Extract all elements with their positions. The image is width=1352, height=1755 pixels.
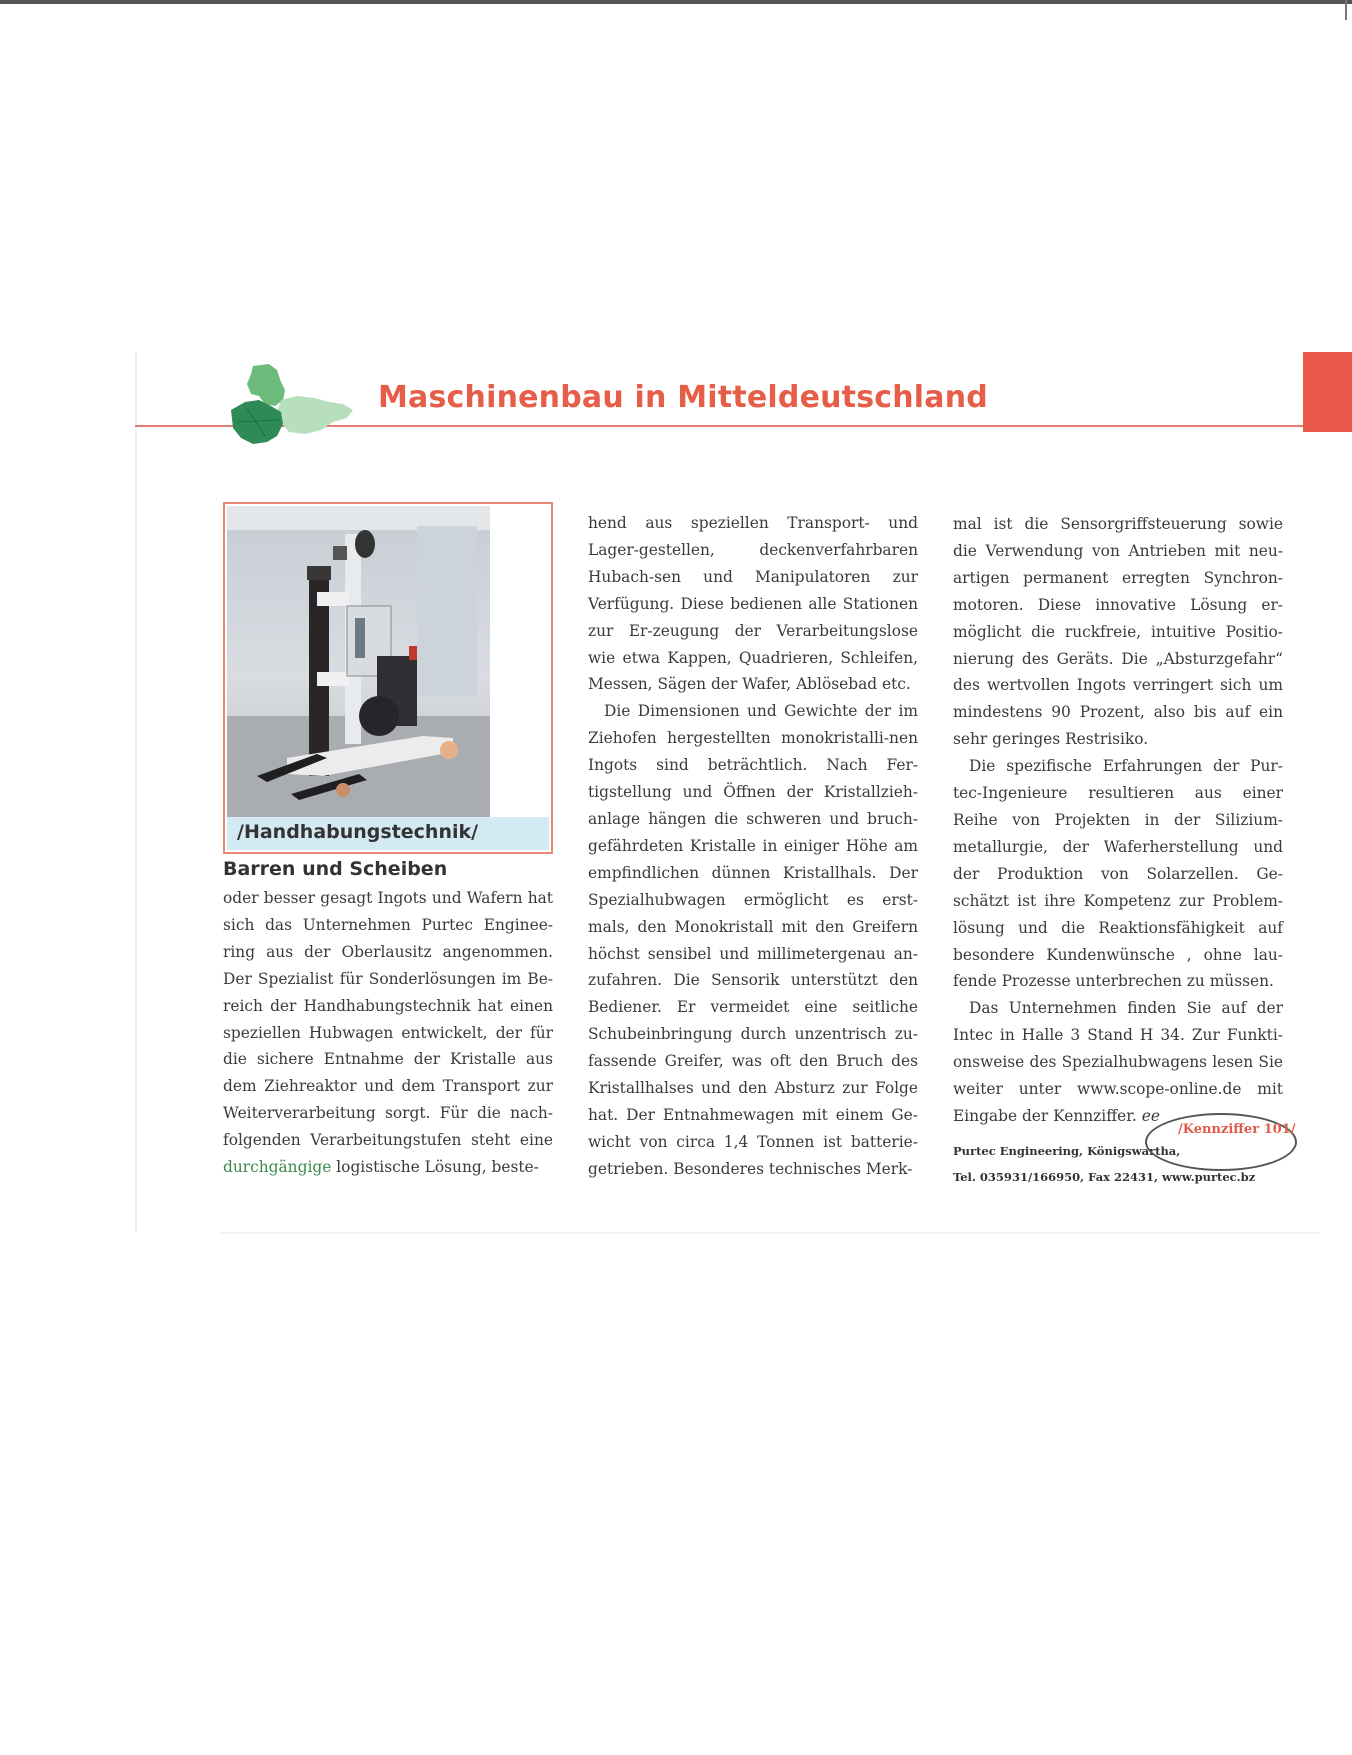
kennziffer-label: /Kennziffer 101/ [1178,1122,1296,1137]
page-bottom-edge [220,1232,1320,1234]
central-germany-map-icon [225,360,375,460]
author-initials: ee [1141,1106,1160,1125]
scan-right-mark [1345,0,1347,20]
col3-paragraph-3: Das Unternehmen finden Sie auf der Intec in Halle 3 Stand H 34. Zur Funkti-onsweise des Spezialhubwagens lesen Sie weiter unter www.scope-online.de mit Eingabe der Kennziffer. [953,999,1283,1125]
article-subhead: Barren und Scheiben [223,858,448,880]
scan-top-border [0,0,1352,4]
contact-line-1: Purtec Engineering, Königswartha, [953,1144,1181,1158]
contact-line-2: Tel. 035931/166950, Fax 22431, www.purtec.bz [953,1170,1256,1184]
figure-frame [223,502,553,854]
article-column-3 [953,511,1283,1130]
lifting-truck-photo [227,506,490,817]
section-headline: Maschinenbau in Mitteldeutschland [378,380,988,415]
col3-paragraph-1: mal ist die Sensorgriffsteuerung sowie die Verwendung von Antrieben mit neu-artigen permanent erregten Synchron-motoren. Diese innovative Lösung er-möglicht die ruckfreie, intuitive Positio-nierung des Geräts. Die „Absturzgefahr“ des wertvollen Ingots verringert sich um mindestens 90 Prozent, also bis auf ein sehr geringes Restrisiko. [953,515,1283,749]
col2-paragraph-1: hend aus speziellen Transport- und Lager-gestellen, deckenverfahrbaren Hubach-sen und Manipulatoren zur Verfügung. Diese bedienen alle Stationen zur Er-zeugung der Verarbeitungslose wie etwa Kappen, Quadrieren, Schleifen, Messen, Sägen der Wafer, Ablösebad etc. [588,514,918,694]
col3-paragraph-2: Die spezifische Erfahrungen der Pur-tec-Ingenieure resultieren aus einer Reihe von Projekten in der Silizium-metallurgie, der Waferherstellung und der Produktion von Solarzellen. Ge-schätzt ist ihre Kompetenz zur Problem-lösung und die Reaktionsfähigkeit auf besondere Kundenwünsche , ohne lau-fende Prozesse unterbrechen zu müssen. [953,757,1283,991]
col1-text: oder besser gesagt Ingots und Wafern hat sich das Unternehmen Purtec Enginee-ring aus der Oberlausitz angenommen. Der Spezialist für Sonderlösungen im Be-reich der Handhabungstechnik hat einen speziellen Hubwagen entwickelt, der für die sichere Entnahme der Kristalle aus dem Ziehreaktor und dem Transport zur Weiterverarbeitung sorgt. Für die nach-folgenden Verarbeitungstufen steht eine [223,889,553,1150]
page-left-edge [135,352,137,1232]
article-column-2 [588,510,918,1183]
figure-caption [227,817,549,850]
col1-green-word: durchgängige [223,1158,332,1177]
article-column-1 [223,885,553,1181]
col1-text-end: logistische Lösung, beste- [336,1158,539,1177]
section-tab [1303,352,1352,432]
figure-caption-text: /Handhabungstechnik/ [237,821,479,843]
col2-paragraph-2: Die Dimensionen und Gewichte der im Ziehofen hergestellten monokristalli-nen Ingots sind beträchtlich. Nach Fer-tigstellung und Öffnen der Kristallzieh-anlage hängen die schweren und bruch-gefährdeten Kristalle in einiger Höhe am empfindlichen dünnen Kristallhals. Der Spezialhubwagen ermöglicht es erst-mals, den Monokristall mit den Greifern höchst sensibel und millimetergenau an-zufahren. Die Sensorik unterstützt den Bediener. Er vermeidet eine seitliche Schubeinbringung durch unzentrisch zu-fassende Greifer, was oft den Bruch des Kristallhalses und den Absturz zur Folge hat. Der Entnahmewagen mit einem Ge-wicht von circa 1,4 Tonnen ist batterie-getrieben. Besonderes technisches Merk- [588,702,918,1178]
